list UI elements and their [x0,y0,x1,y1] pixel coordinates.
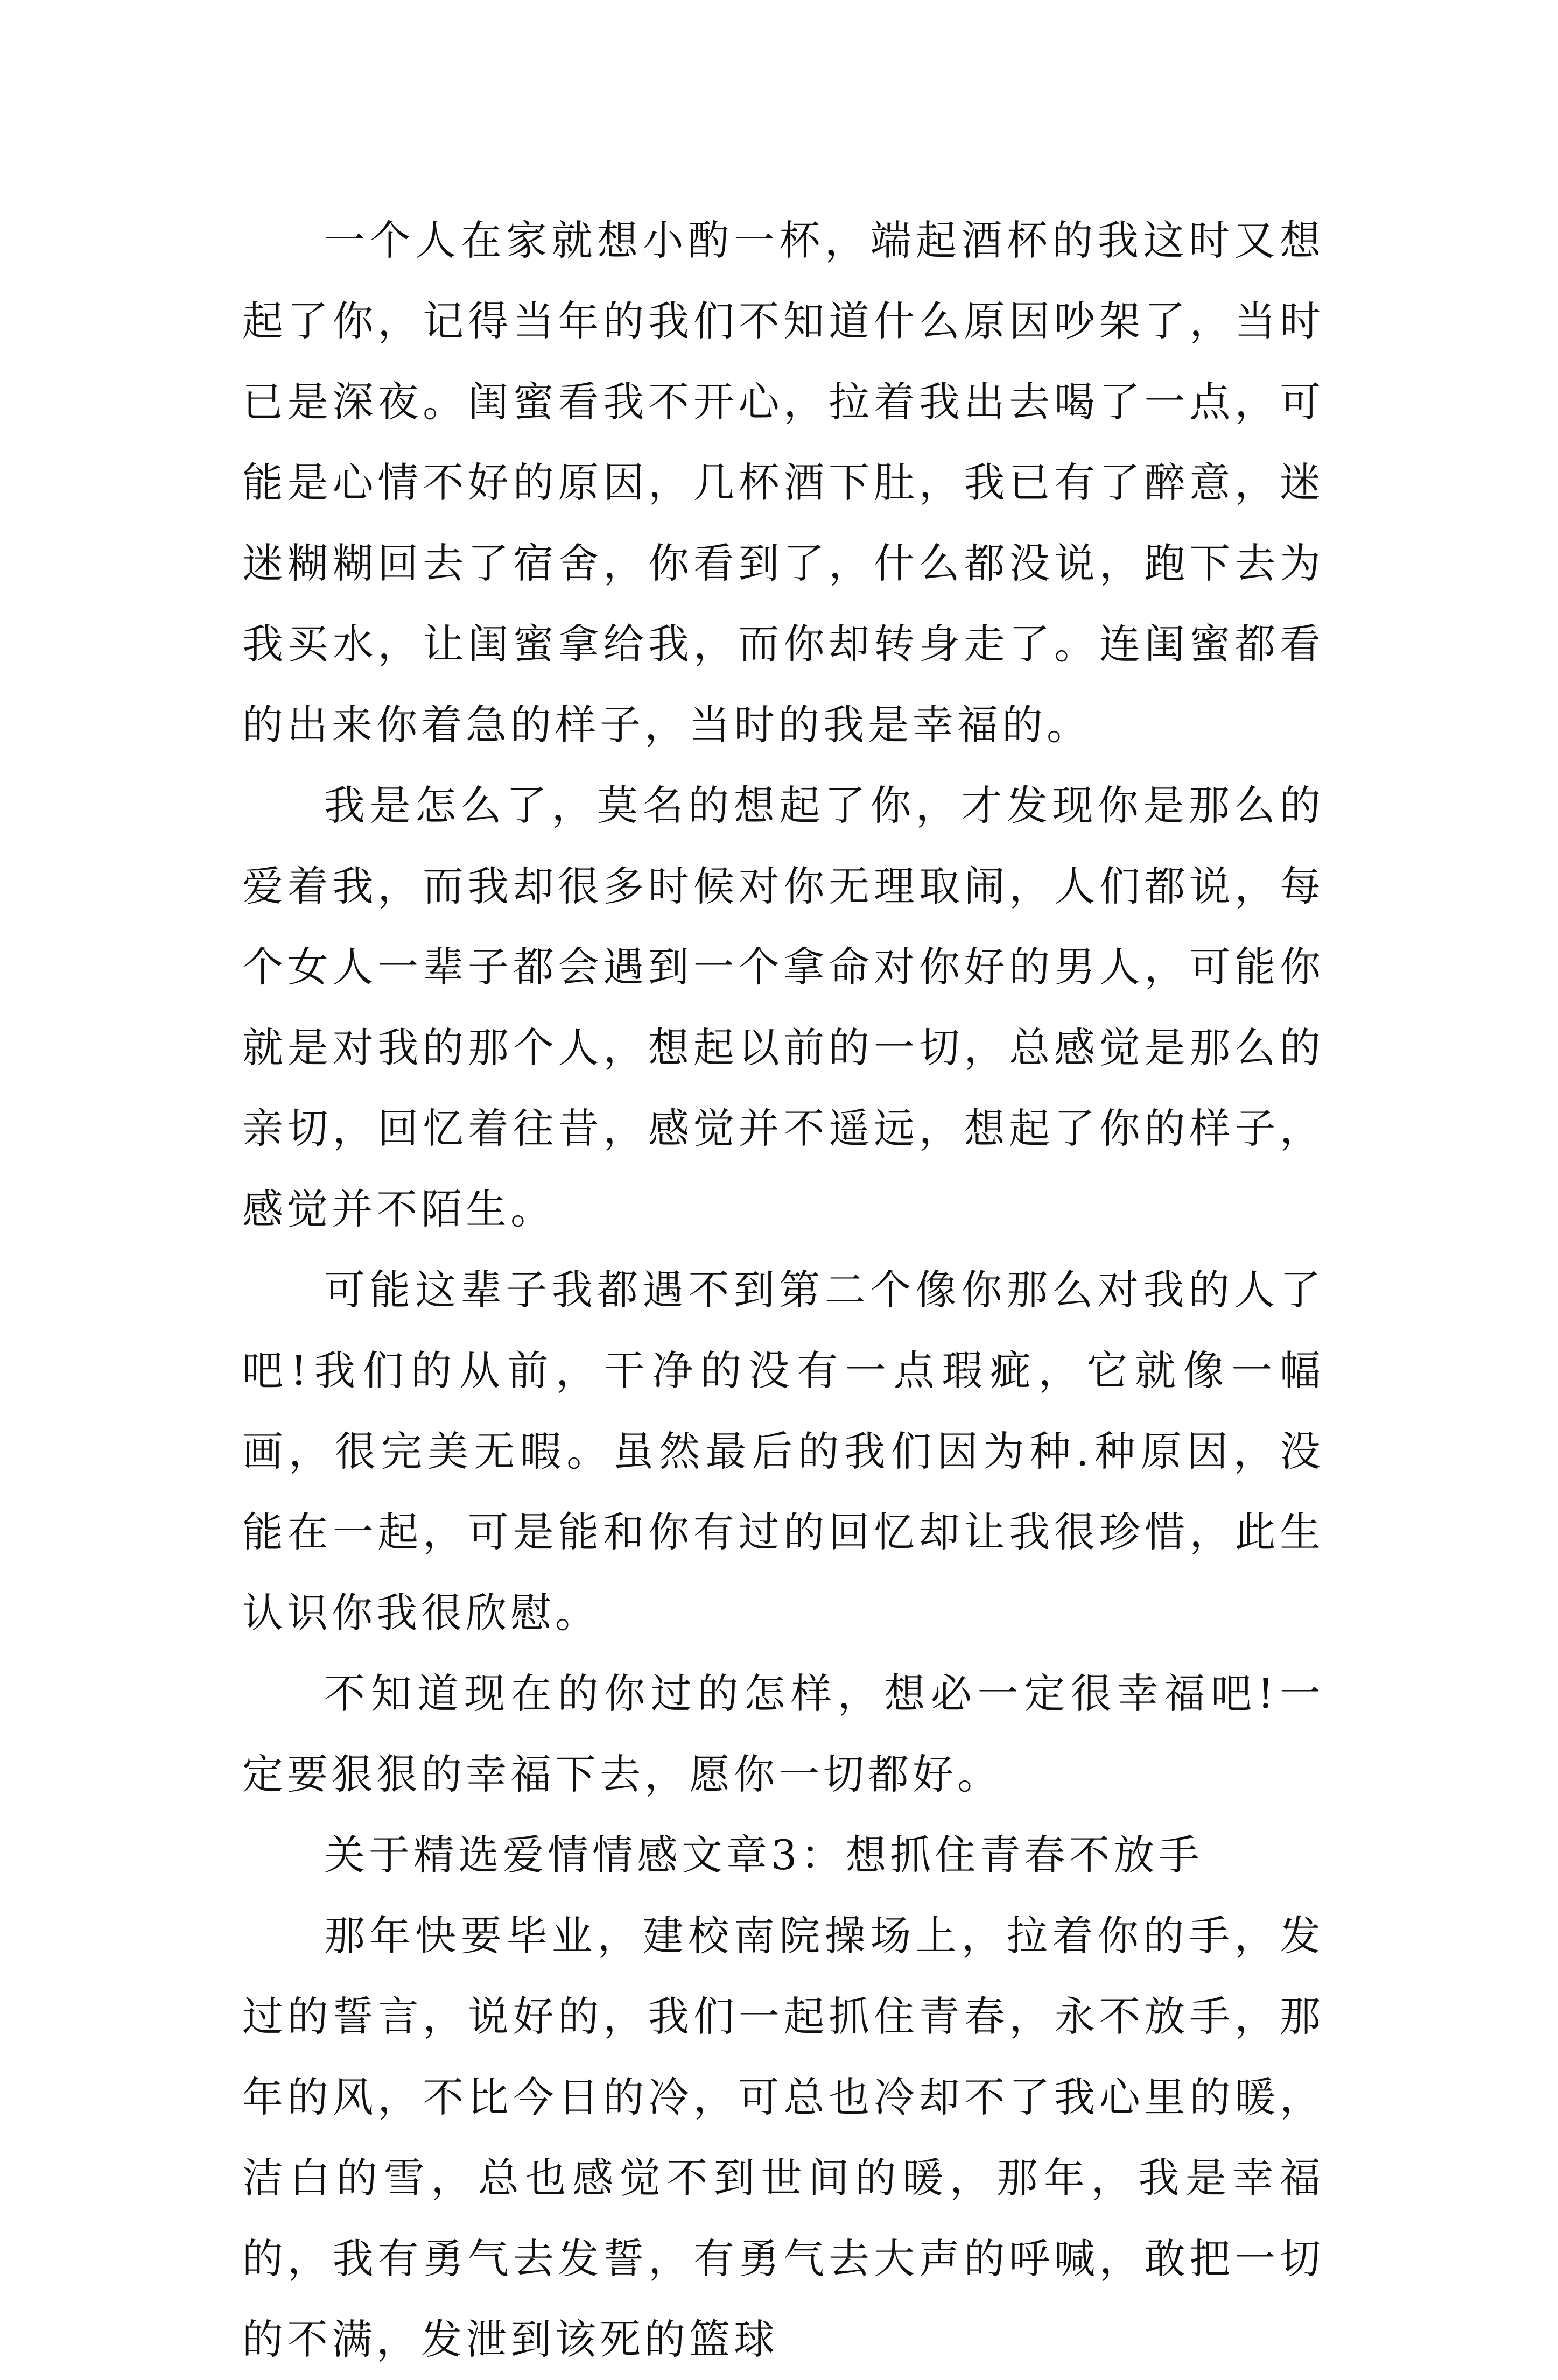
paragraph-5: 那年快要毕业，建校南院操场上，拉着你的手，发过的誓言，说好的，我们一起抓住青春，永不放手，那年的风，不比今日的冷，可总也冷却不了我心里的暖，洁白的雪，总也感觉不到世间的暖，那年，我是幸福的，我有勇气去发誓，有勇气去大声的呼喊，敢把一切的不满，发泄到该死的篮球 [242,1912,1324,2363]
section-heading: 关于精选爱情情感文章3：想抓住青春不放手 [324,1831,1203,1879]
paragraph-2: 我是怎么了，莫名的想起了你，才发现你是那么的爱着我，而我却很多时候对你无理取闹，人们都说，每个女人一辈子都会遇到一个拿命对你好的男人，可能你就是对我的那个人，想起以前的一切，总感觉是那么的亲切，回忆着往昔，感觉并不遥远，想起了你的样子，感觉并不陌生。 [242,781,1324,1233]
paragraph-1: 一个人在家就想小酌一杯，端起酒杯的我这时又想起了你，记得当年的我们不知道什么原因吵架了，当时已是深夜。闺蜜看我不开心，拉着我出去喝了一点，可能是心情不好的原因，几杯酒下肚，我已有了醉意，迷迷糊糊回去了宿舍，你看到了，什么都没说，跑下去为我买水，让闺蜜拿给我，而你却转身走了。连闺蜜都看的出来你着急的样子，当时的我是幸福的。 [242,216,1324,749]
document-body [242,200,1324,2380]
paragraph-4: 不知道现在的你过的怎样，想必一定很幸福吧!一定要狠狠的幸福下去，愿你一切都好。 [242,1670,1324,1798]
paragraph-3: 可能这辈子我都遇不到第二个像你那么对我的人了吧!我们的从前，干净的没有一点瑕疵，它就像一幅画，很完美无暇。虽然最后的我们因为种.种原因，没能在一起，可是能和你有过的回忆却让我很珍惜，此生认识你我很欣慰。 [242,1266,1324,1637]
